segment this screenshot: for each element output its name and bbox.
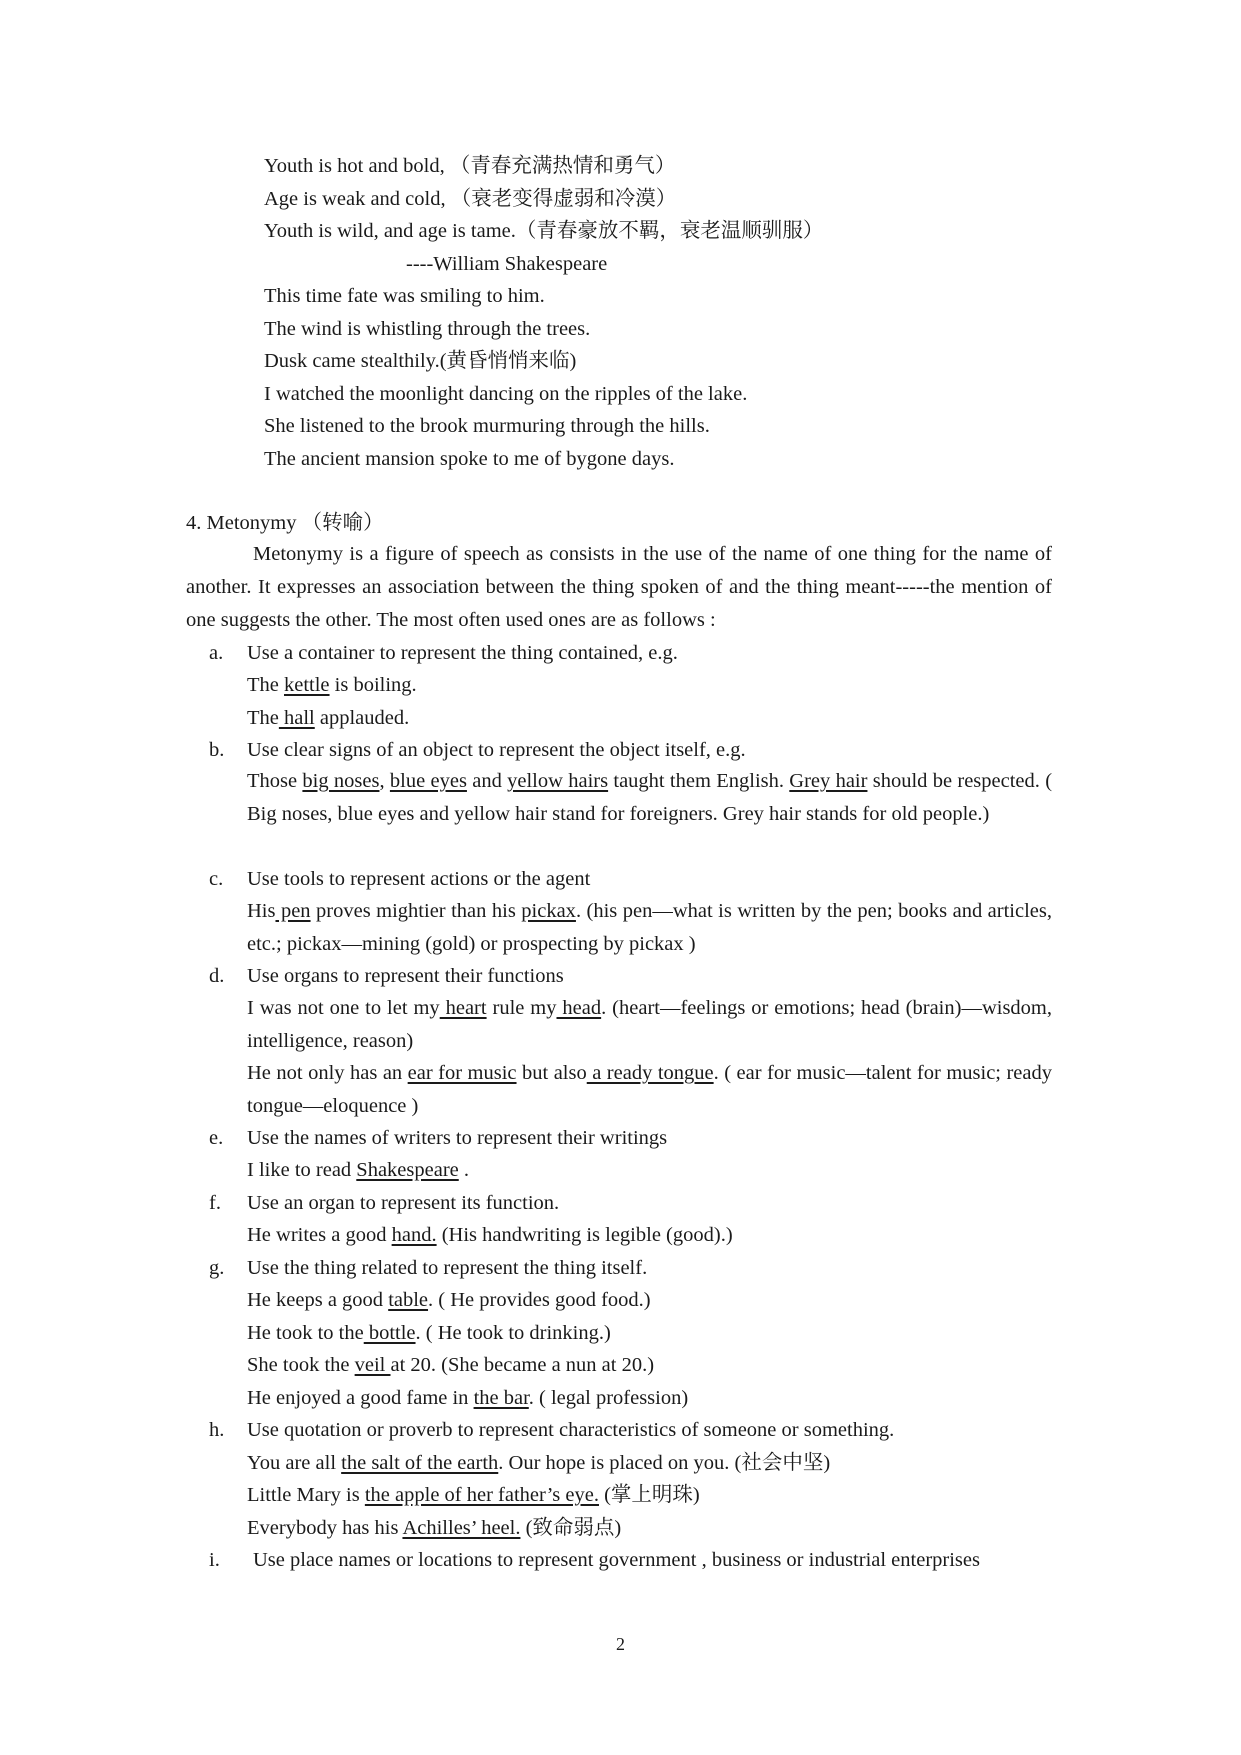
example-d-2: He not only has an ear for music but also a ready tongue. ( ear for music—talent for music; ready tongue—eloquence )	[247, 1062, 1052, 1117]
example-h-3: Everybody has his Achilles’ heel. (致命弱点)	[247, 1517, 622, 1539]
item-title-d: Use organs to represent their functions	[247, 965, 564, 987]
item-title-f: Use an organ to represent its function.	[247, 1192, 560, 1214]
section-heading: 4. Metonymy （转喻）	[186, 512, 384, 534]
item-title-g: Use the thing related to represent the thing itself.	[247, 1257, 648, 1279]
item-title-i: Use place names or locations to represent government , business or industrial enterprises	[253, 1549, 980, 1571]
item-marker-a: a.	[209, 642, 224, 664]
poem-line-2: Age is weak and cold, （衰老变得虚弱和冷漠）	[264, 188, 677, 210]
example-line: Dusk came stealthily.(黄昏悄悄来临)	[264, 350, 577, 372]
item-marker-b: b.	[209, 739, 225, 761]
example-g-2: He took to the bottle. ( He took to drinking.)	[247, 1322, 611, 1344]
example-line: The ancient mansion spoke to me of bygone days.	[264, 448, 675, 470]
example-b: Those big noses, blue eyes and yellow hairs taught them English. Grey hair should be respected. ( Big noses, blue eyes and yellow hair stand for foreigners. Grey hair stands for old people.)	[247, 770, 1053, 825]
example-e-1: I like to read Shakespeare .	[247, 1159, 469, 1181]
example-a-2: The hall applauded.	[247, 707, 410, 729]
item-marker-c: c.	[209, 868, 224, 890]
item-marker-e: e.	[209, 1127, 224, 1149]
page-number: 2	[616, 1634, 625, 1654]
item-marker-f: f.	[209, 1192, 221, 1214]
item-title-a: Use a container to represent the thing contained, e.g.	[247, 642, 678, 664]
item-title-c: Use tools to represent actions or the agent	[247, 868, 591, 890]
item-marker-h: h.	[209, 1419, 225, 1441]
item-title-e: Use the names of writers to represent their writings	[247, 1127, 668, 1149]
example-line: This time fate was smiling to him.	[264, 285, 545, 307]
example-line: She listened to the brook murmuring through the hills.	[264, 415, 710, 437]
poem-line-3: Youth is wild, and age is tame.（青春豪放不羁，衰老温顺驯服）	[264, 220, 824, 242]
example-g-1: He keeps a good table. ( He provides good food.)	[247, 1289, 651, 1311]
item-title-h: Use quotation or proverb to represent characteristics of someone or something.	[247, 1419, 895, 1441]
item-title-b: Use clear signs of an object to represent the object itself, e.g.	[247, 739, 746, 761]
poem-attribution: ----William Shakespeare	[406, 253, 608, 275]
example-g-3: She took the veil at 20. (She became a nun at 20.)	[247, 1354, 655, 1376]
poem-line-1: Youth is hot and bold, （青春充满热情和勇气）	[264, 155, 676, 177]
example-g-4: He enjoyed a good fame in the bar. ( legal profession)	[247, 1387, 689, 1409]
example-a-1: The kettle is boiling.	[247, 674, 417, 696]
example-c: His pen proves mightier than his pickax. (his pen—what is written by the pen; books and articles, etc.; pickax—mining (gold) or prospecting by pickax )	[247, 900, 1052, 955]
example-d-1: I was not one to let my heart rule my head. (heart—feelings or emotions; head (brain)—wisdom, intelligence, reason)	[247, 997, 1053, 1052]
example-h-2: Little Mary is the apple of her father’s eye. (掌上明珠)	[247, 1484, 700, 1506]
item-marker-d: d.	[209, 965, 225, 987]
section-intro: Metonymy is a figure of speech as consists in the use of the name of one thing for the name of another. It expresses an association between the thing spoken of and the thing meant-----the mention of one suggests the other. The most often used ones are as follows :	[186, 543, 1052, 631]
example-f-1: He writes a good hand. (His handwriting is legible (good).)	[247, 1224, 733, 1246]
example-h-1: You are all the salt of the earth. Our hope is placed on you. (社会中坚)	[247, 1452, 831, 1474]
example-line: I watched the moonlight dancing on the ripples of the lake.	[264, 383, 748, 405]
item-marker-i: i.	[209, 1549, 220, 1571]
example-line: The wind is whistling through the trees.	[264, 318, 591, 340]
item-marker-g: g.	[209, 1257, 225, 1279]
